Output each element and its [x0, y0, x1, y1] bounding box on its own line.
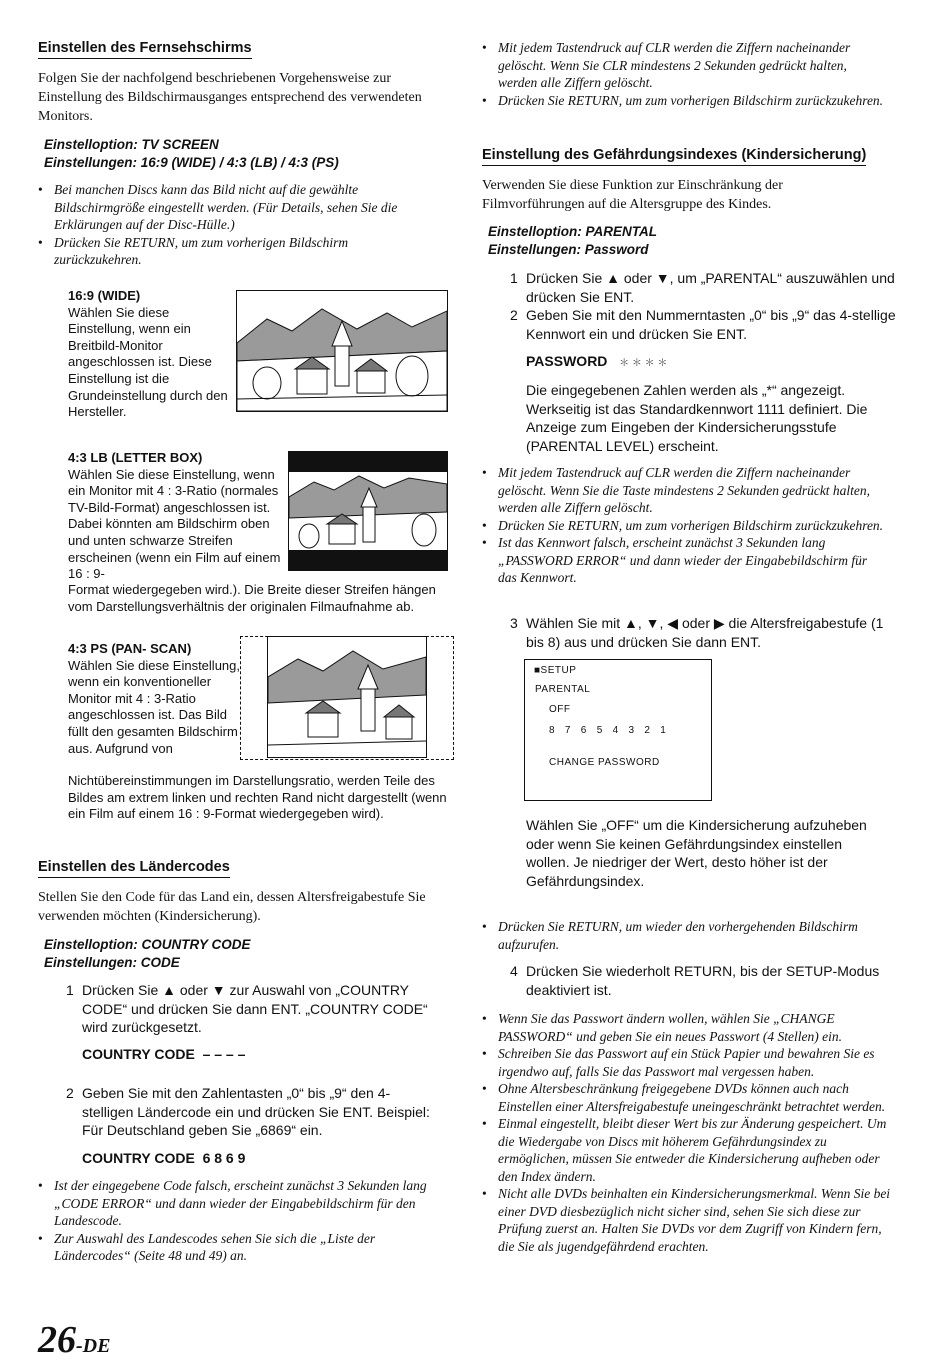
option-label-tv-screen	[44, 136, 464, 172]
password-stars: ＊ ＊ ＊ ＊	[619, 358, 668, 369]
note-return	[482, 918, 892, 953]
illustration-wide	[236, 290, 448, 412]
page-number	[38, 1318, 110, 1362]
notes-final	[482, 1010, 894, 1255]
section-heading-parental: Einstellung des Gefährdungsindexes (Kindersicherung)	[482, 147, 866, 166]
option-label-parental	[488, 223, 888, 259]
illustration-pan-scan	[240, 636, 454, 760]
step-text: Geben Sie mit den Zahlentasten „0“ bis „9“ den 4-stelligen Ländercode ein und drücken Sie ENT. Beispiel: Für Deutschland geben Sie „6869“ ein.	[82, 1085, 430, 1138]
lb-description	[68, 450, 290, 583]
step-3-parental	[510, 614, 898, 651]
intro-country-code: Stellen Sie den Code für das Land ein, dessen Altersfreigabestufe Sie verwenden möchten (Kindersicherung).	[38, 890, 426, 924]
step-text: Drücken Sie ▲ oder ▼ zur Auswahl von „COUNTRY CODE“ und drücken Sie dann ENT. „COUNTRY CODE“ wird zurückgesetzt.	[82, 982, 428, 1035]
intro-parental: Verwenden Sie diese Funktion zur Einschränkung der Filmvorführungen auf die Altersgruppe des Kindes.	[482, 178, 783, 212]
village-scene-icon	[237, 291, 447, 411]
wide-text: Wählen Sie diese Einstellung, wenn ein Breitbild-Monitor angeschlossen ist. Diese Einstellung ist die Grundeinstellung durch den Hersteller.	[68, 304, 228, 420]
page-number-digits: 26	[38, 1319, 76, 1361]
step-1-country	[66, 981, 438, 1037]
country-code-label: COUNTRY CODE	[82, 1150, 195, 1166]
pan-scan-frame	[267, 636, 427, 758]
section-heading-tv-screen: Einstellen des Fernsehschirms	[38, 40, 252, 59]
option-settings: Einstellungen: Password	[488, 242, 649, 257]
note-item: • Drücken Sie RETURN, um zum vorherigen Bildschirm zurückzukehren.	[482, 92, 887, 110]
step-3-explanation: Wählen Sie „OFF“ um die Kindersicherung aufzuheben oder wenn Sie keinen Gefährdungsindex einstellen wollen. Je niedriger der Wert, desto höher ist der Gefährdungsindex.	[526, 817, 867, 889]
password-explanation: Die eingegebenen Zahlen werden als „*“ angezeigt. Werkseitig ist das Standardkennwort 1111 definiert. Die Anzeige zum Eingeben der Kindersicherungsstufe (PARENTAL LEVEL) erscheint.	[526, 382, 868, 454]
step-text: Drücken Sie ▲ oder ▼, um „PARENTAL“ auszuwählen und drücken Sie ENT.	[526, 270, 895, 305]
note-item: • Mit jedem Tastendruck auf CLR werden die Ziffern nacheinander gelöscht. Wenn Sie die Taste mindestens 2 Sekunden gedrückt halten, werden alle Ziffern gelöscht.	[482, 464, 887, 517]
password-display	[526, 353, 667, 369]
letterbox-scene-icon	[289, 452, 447, 570]
osd-level-options[interactable]: 8 7 6 5 4 3 2 1	[549, 725, 667, 736]
country-code-value: – – – –	[202, 1046, 246, 1062]
option-name: Einstelloption: PARENTAL	[488, 224, 657, 239]
ps-text-continued: Nichtübereinstimmungen im Darstellungsratio, werden Teile des Bildes am extrem linken und rechten Rand nicht dargestellt (wenn ein Film auf einem 16 : 9-Format wiedergegeben wird).	[68, 773, 447, 822]
step-4-parental	[510, 962, 898, 999]
step-number: 1	[510, 270, 518, 286]
country-code-value: 6 8 6 9	[202, 1150, 246, 1166]
country-code-display-empty	[82, 1046, 245, 1062]
step-1-parental	[510, 269, 898, 306]
note-item: • Drücken Sie RETURN, um zum vorherigen Bildschirm zurückzukehren.	[482, 517, 887, 535]
notes-country-code	[38, 1177, 443, 1265]
osd-setup-title: ■SETUP	[534, 665, 577, 676]
ps-description	[68, 641, 240, 757]
setup-osd-screen	[524, 659, 712, 801]
step-text: Geben Sie mit den Nummerntasten „0“ bis „9“ das 4-stellige Kennwort ein und drücken Sie ENT.	[526, 307, 896, 342]
note-item: • Ist das Kennwort falsch, erscheint zunächst 3 Sekunden lang „PASSWORD ERROR“ und dann wieder der Eingabebildschirm für das Kennwort.	[482, 534, 887, 587]
section-heading-country-code: Einstellen des Ländercodes	[38, 859, 230, 878]
country-code-display-filled	[82, 1150, 245, 1166]
ps-title: 4:3 PS (PAN- SCAN)	[68, 641, 192, 656]
note-item: • Ohne Altersbeschränkung freigegebene DVDs können auch nach Einstellen einer Altersfreigabestufe uneingeschränkt betrachtet werden.	[482, 1080, 894, 1115]
step-text: Drücken Sie wiederholt RETURN, bis der SETUP-Modus deaktiviert ist.	[526, 963, 880, 998]
wide-description	[68, 288, 236, 421]
option-name: Einstelloption: COUNTRY CODE	[44, 937, 251, 952]
step-number: 4	[510, 963, 518, 979]
notes-top-right	[482, 39, 887, 109]
step-number: 3	[510, 615, 518, 631]
osd-change-password[interactable]: CHANGE PASSWORD	[549, 757, 660, 768]
osd-off-option[interactable]: OFF	[549, 704, 571, 715]
password-label: PASSWORD	[526, 353, 608, 369]
step-2-country	[66, 1084, 438, 1140]
lb-text: Wählen Sie diese Einstellung, wenn ein Monitor mit 4 : 3-Ratio (normales TV-Bild-Format) angeschlossen ist. Dabei könnten am Bildschirm oben und unten schwarze Streifen erscheinen (wenn ein Film auf einem 16 : 9-	[68, 466, 281, 582]
page-language-suffix: -DE	[76, 1335, 111, 1357]
step-number: 1	[66, 982, 74, 998]
note-item: • Nicht alle DVDs beinhalten ein Kindersicherungsmerkmal. Wenn Sie bei einer DVD diesbezüglich nicht sicher sind, sehen Sie sich diese zur Prüfung zuerst an. Halten Sie DVDs vor dem Zugriff von Kindern fern, die Sie als jugendgefährdend erachten.	[482, 1185, 894, 1255]
note-item: • Wenn Sie das Passwort ändern wollen, wählen Sie „CHANGE PASSWORD“ und geben Sie ein neues Passwort (4 Stellen) ein.	[482, 1010, 894, 1045]
country-code-label: COUNTRY CODE	[82, 1046, 195, 1062]
note-item: • Einmal eingestellt, bleibt dieser Wert bis zur Änderung gespeichert. Um die Wiedergabe von Discs mit höherem Gefährdungsindex zu ermöglichen, müssen Sie entweder die Kindersicherung aufheben oder den Index ändern.	[482, 1115, 894, 1185]
option-settings: Einstellungen: 16:9 (WIDE) / 4:3 (LB) / 4:3 (PS)	[44, 155, 339, 170]
illustration-letterbox	[288, 451, 448, 571]
lb-title: 4:3 LB (LETTER BOX)	[68, 450, 203, 465]
wide-title: 16:9 (WIDE)	[68, 288, 141, 303]
lb-text-continued: Format wiedergegeben wird.). Die Breite dieser Streifen hängen vom Darstellungsverhältnis der originalen Filmaufnahme ab.	[68, 582, 436, 614]
intro-tv-screen: Folgen Sie der nachfolgend beschriebenen Vorgehensweise zur Einstellung des Bildschirmausganges entsprechend des verwendeten Monitors.	[38, 71, 422, 124]
ps-text: Wählen Sie diese Einstellung, wenn ein konventioneller Monitor mit 4 : 3-Ratio angeschlossen ist. Das Bild füllt den gesamten Bildschirm aus. Aufgrund von	[68, 657, 240, 756]
step-2-parental	[510, 306, 898, 343]
note-item: • Bei manchen Discs kann das Bild nicht auf die gewählte Bildschirmgröße eingestellt werden. (Für Details, sehen Sie die Erklärungen auf der Disc-Hülle.)	[38, 181, 433, 234]
note-item: • Ist der eingegebene Code falsch, erscheint zunächst 3 Sekunden lang „CODE ERROR“ und dann wieder der Eingabebildschirm für den Landescode.	[38, 1177, 443, 1230]
note-item: • Schreiben Sie das Passwort auf ein Stück Papier und bewahren Sie es irgendwo auf, falls Sie das Passwort mal vergessen haben.	[482, 1045, 894, 1080]
step-number: 2	[510, 307, 518, 323]
option-settings: Einstellungen: CODE	[44, 955, 180, 970]
option-label-country-code	[44, 936, 464, 972]
notes-tv-screen	[38, 181, 433, 269]
notes-parental	[482, 464, 887, 587]
note-item: • Drücken Sie RETURN, um zum vorherigen Bildschirm zurückzukehren.	[38, 234, 433, 269]
note-item: • Drücken Sie RETURN, um wieder den vorhergehenden Bildschirm aufzurufen.	[482, 918, 892, 953]
osd-parental-label: PARENTAL	[535, 684, 591, 695]
step-text: Wählen Sie mit ▲, ▼, ◀ oder ▶ die Altersfreigabestufe (1 bis 8) aus und drücken Sie dann ENT.	[526, 615, 884, 650]
note-item: • Mit jedem Tastendruck auf CLR werden die Ziffern nacheinander gelöscht. Wenn Sie CLR mindestens 2 Sekunden gedrückt halten, werden alle Ziffern gelöscht.	[482, 39, 887, 92]
note-item: • Zur Auswahl des Landescodes sehen Sie sich die „Liste der Ländercodes“ (Seite 48 und 49) an.	[38, 1230, 443, 1265]
pan-scan-scene-icon	[268, 637, 426, 757]
step-number: 2	[66, 1085, 74, 1101]
option-name: Einstelloption: TV SCREEN	[44, 137, 219, 152]
